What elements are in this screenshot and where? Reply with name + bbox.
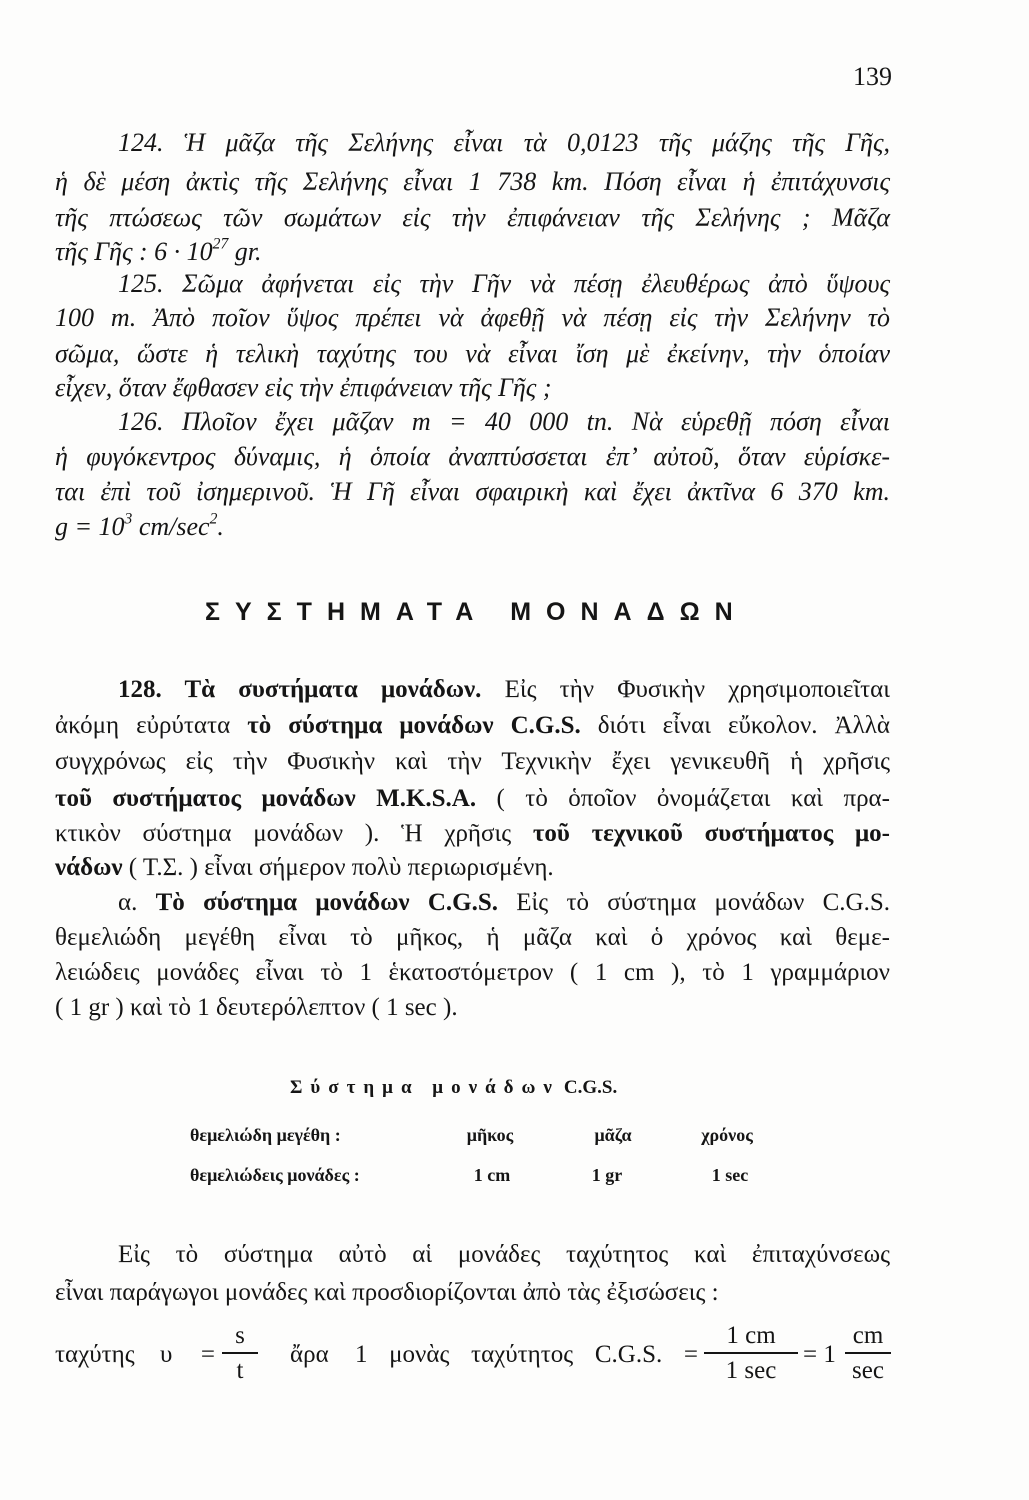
fraction-unit-cm-per-sec xyxy=(845,1320,891,1388)
section-128-line-7 xyxy=(118,886,890,920)
equation-lhs: υ = xyxy=(160,1341,215,1368)
derived-units-line-2: εἶναι παράγωγοι μονάδες καὶ προσδιορίζονται ἀπὸ τὰς ἐξισώσεις : xyxy=(55,1279,719,1306)
section-128-line-5 xyxy=(55,817,890,851)
section-128-line-4-b: ( τὸ ὁποῖον ὀνομάζεται καὶ πρα- xyxy=(476,785,890,812)
section-128-line-7-b: Εἰς τὸ σύστημα μονάδων C.G.S. xyxy=(498,889,891,916)
section-128-line-8: θεμελιώδη μεγέθη εἶναι τὸ μῆκος, ἡ μᾶζα καὶ ὁ χρόνος καὶ θεμε- xyxy=(55,924,890,951)
section-128-line-1-text: Εἰς τὴν Φυσικὴν χρησιμοποιεῖται xyxy=(481,676,890,703)
technical-system-term: τοῦ τεχνικοῦ συστήματος μο- xyxy=(532,820,890,847)
fraction-cm-over-sec xyxy=(704,1320,798,1388)
equation-unit-text: 1 μονὰς ταχύτητος C.G.S. = xyxy=(355,1341,698,1368)
gravity-exponent: 3 xyxy=(124,510,133,528)
gravity-end: . xyxy=(217,512,224,541)
table-cell: μῆκος xyxy=(466,1125,514,1145)
fraction-numerator: 1 cm xyxy=(726,1322,776,1349)
table-cell: 1 gr xyxy=(591,1165,623,1185)
exercise-124-line-4 xyxy=(55,235,890,269)
section-128-line-6-b: ( Τ.Σ. ) εἶναι σήμερον πολὺ περιωρισμένη. xyxy=(122,854,554,881)
section-128-line-6 xyxy=(55,851,890,885)
gravity-unit: cm/sec xyxy=(132,512,210,541)
mksa-system-term: τοῦ συστήματος μονάδων M.K.S.A. xyxy=(55,785,477,812)
equation-label: ταχύτης xyxy=(55,1341,135,1368)
exercise-126-line-4 xyxy=(55,510,890,544)
section-128-line-2 xyxy=(55,709,890,743)
table-cell: μᾶζα xyxy=(594,1125,632,1145)
cgs-table-title-abbr: C.G.S. xyxy=(563,1077,618,1098)
section-128-line-4 xyxy=(55,782,890,816)
table-row-label: θεμελιώδεις μονάδες : xyxy=(190,1165,360,1185)
fraction-denominator: t xyxy=(236,1357,244,1384)
cgs-table-title-words: Σύστημα μονάδων xyxy=(290,1077,560,1098)
section-128-line-2-b: διότι εἶναι εὔκολον. Ἀλλὰ xyxy=(580,712,890,739)
subsection-alpha-marker: α. xyxy=(118,889,156,916)
table-cell: 1 sec xyxy=(711,1165,749,1185)
table-row-label: θεμελιώδη μεγέθη : xyxy=(190,1125,341,1145)
gravity-unit-exponent: 2 xyxy=(209,510,218,528)
section-128-line-3: συγχρόνως εἰς τὴν Φυσικὴν καὶ τὴν Τεχνικὴν ἔχει γενικευθῆ ἡ χρῆσις xyxy=(55,748,890,775)
table-cell: χρόνος xyxy=(701,1125,753,1145)
equation-equals-one: = 1 xyxy=(803,1341,836,1368)
fraction-denominator: 1 sec xyxy=(725,1357,777,1384)
section-128-title: 128. Τὰ συστήματα μονάδων. xyxy=(118,676,482,703)
earth-mass-text: τῆς Γῆς : 6 · 10 xyxy=(55,237,213,266)
equation-connector: ἄρα xyxy=(290,1341,329,1368)
cgs-system-term: τὸ σύστημα μονάδων C.G.S. xyxy=(247,712,581,739)
exercise-125-line-1: 125. Σῶμα ἀφήνεται εἰς τὴν Γῆν νὰ πέσῃ ἐλευθέρως ἀπὸ ὕψους xyxy=(118,269,890,298)
exercise-125-line-4: εἶχεν, ὅταν ἔφθασεν εἰς τὴν ἐπιφάνειαν τῆς Γῆς ; xyxy=(55,373,552,402)
section-128-line-1 xyxy=(118,673,890,707)
exercise-124-line-3: τῆς πτώσεως τῶν σωμάτων εἰς τὴν ἐπιφάνειαν τῆς Σελήνης ; Μᾶζα xyxy=(55,203,890,232)
page-number: 139 xyxy=(853,62,892,91)
fraction-denominator: sec xyxy=(852,1357,884,1384)
earth-mass-exponent: 27 xyxy=(212,235,229,253)
section-128-line-10: ( 1 gr ) καὶ τὸ 1 δευτερόλεπτον ( 1 sec ). xyxy=(55,994,458,1021)
derived-units-line-1: Εἰς τὸ σύστημα αὐτὸ αἱ μονάδες ταχύτητος καὶ ἐπιταχύνσεως xyxy=(118,1241,890,1268)
fraction-numerator: cm xyxy=(852,1322,884,1349)
earth-mass-unit: gr. xyxy=(228,237,262,266)
cgs-table-title xyxy=(290,1074,617,1102)
technical-system-term-end: νάδων xyxy=(55,854,123,881)
gravity-base: g = 10 xyxy=(55,512,125,541)
table-cell: 1 cm xyxy=(473,1165,511,1185)
exercise-124-line-2: ἡ δὲ μέση ἀκτὶς τῆς Σελήνης εἶναι 1 738 km. Πόση εἶναι ἡ ἐπιτάχυνσις xyxy=(55,167,890,196)
fraction-s-over-t xyxy=(222,1320,258,1388)
exercise-126-line-2: ἡ φυγόκεντρος δύναμις, ἡ ὁποία ἀναπτύσσεται ἐπ’ αὐτοῦ, ὅταν εὑρίσκε- xyxy=(55,442,890,471)
section-128-line-5-a: κτικὸν σύστημα μονάδων ). Ἡ χρῆσις xyxy=(55,820,533,847)
subsection-alpha-title: Τὸ σύστημα μονάδων C.G.S. xyxy=(155,889,499,916)
section-128-line-2-a: ἀκόμη εὐρύτατα xyxy=(55,712,248,739)
exercise-126-line-3: ται ἐπὶ τοῦ ἰσημερινοῦ. Ἡ Γῆ εἶναι σφαιρικὴ καὶ ἔχει ἀκτῖνα 6 370 km. xyxy=(55,477,890,506)
section-heading: ΣΥΣΤΗΜΑΤΑ ΜΟΝΑΔΩΝ xyxy=(205,598,748,626)
exercise-125-line-2: 100 m. Ἀπὸ ποῖον ὕψος πρέπει νὰ ἀφεθῇ νὰ πέσῃ εἰς τὴν Σελήνην τὸ xyxy=(55,303,890,332)
exercise-126-line-1: 126. Πλοῖον ἔχει μᾶζαν m = 40 000 tn. Νὰ εὑρεθῇ πόση εἶναι xyxy=(118,407,890,436)
fraction-numerator: s xyxy=(235,1322,245,1349)
exercise-124-line-1: 124. Ἡ μᾶζα τῆς Σελήνης εἶναι τὰ 0,0123 τῆς μάζης τῆς Γῆς, xyxy=(118,128,890,157)
exercise-125-line-3: σῶμα, ὥστε ἡ τελικὴ ταχύτης του νὰ εἶναι ἴση μὲ ἐκείνην, τὴν ὁποίαν xyxy=(55,339,890,368)
section-128-line-9: λειώδεις μονάδες εἶναι τὸ 1 ἑκατοστόμετρον ( 1 cm ), τὸ 1 γραμμάριον xyxy=(55,959,890,986)
